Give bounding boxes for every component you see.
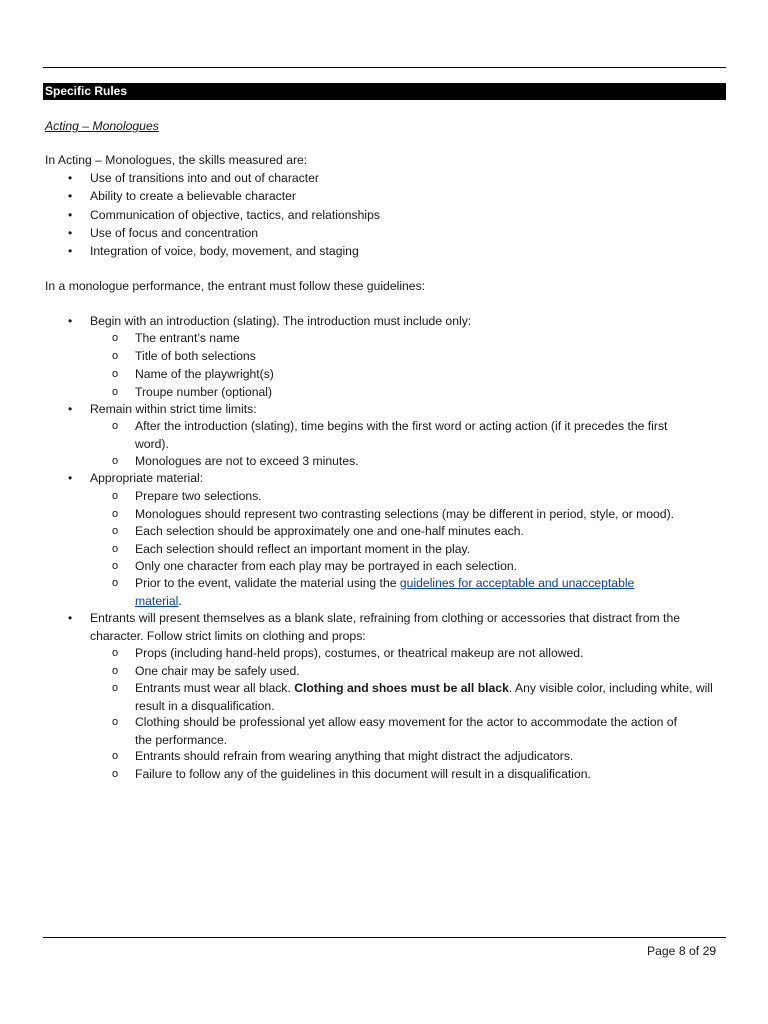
guideline-subitem: o Each selection should reflect an important moment in the play.	[135, 541, 725, 559]
guideline-item: • Entrants will present themselves as a blank slate, refraining from clothing or accessories that distract from the character. Follow strict limits on clothing and props:	[90, 610, 726, 645]
material-link[interactable]: material	[135, 593, 179, 608]
guideline-subitem: o The entrant’s name	[135, 330, 725, 348]
guideline-subitem: o Title of both selections	[135, 348, 725, 366]
guideline-subitem: o Entrants must wear all black. Clothing and shoes must be all black. Any visible color, including white, will result in a disqualification.	[135, 680, 725, 715]
skills-intro: In Acting – Monologues, the skills measured are:	[45, 153, 308, 167]
guideline-subitem: o Clothing should be professional yet allow easy movement for the actor to accommodate the action of the performance.	[135, 714, 725, 749]
skill-item: • Ability to create a believable character	[90, 188, 726, 206]
subsection-title: Acting – Monologues	[45, 119, 159, 133]
guideline-subitem: o After the introduction (slating), time begins with the first word or acting action (if it precedes the first word).	[135, 418, 725, 453]
header-rule	[43, 67, 726, 68]
guideline-subitem: o Props (including hand-held props), costumes, or theatrical makeup are not allowed.	[135, 645, 725, 663]
guideline-subitem: o Monologues are not to exceed 3 minutes.	[135, 453, 725, 471]
skill-item: • Use of focus and concentration	[90, 225, 726, 243]
guidelines-link[interactable]: guidelines for acceptable and unacceptable	[399, 576, 635, 590]
skill-item: • Use of transitions into and out of character	[90, 170, 726, 188]
section-heading-bar	[43, 83, 726, 100]
guideline-subitem: o Name of the playwright(s)	[135, 366, 725, 384]
guideline-subitem: o Prior to the event, validate the material using the guidelines for acceptable and unacceptable material.	[135, 575, 725, 610]
footer-rule	[43, 937, 726, 938]
guideline-item: • Appropriate material:	[90, 470, 726, 488]
section-heading: Specific Rules	[45, 84, 128, 98]
guideline-subitem: o One chair may be safely used.	[135, 663, 725, 681]
guideline-item: • Remain within strict time limits:	[90, 401, 726, 419]
skill-item: • Integration of voice, body, movement, and staging	[90, 243, 726, 261]
guideline-item: • Begin with an introduction (slating). The introduction must include only:	[90, 313, 726, 331]
guideline-subitem: o Only one character from each play may be portrayed in each selection.	[135, 558, 725, 576]
skill-item: • Communication of objective, tactics, and relationships	[90, 207, 726, 225]
guideline-subitem: o Entrants should refrain from wearing anything that might distract the adjudicators.	[135, 748, 725, 766]
guideline-subitem: o Prepare two selections.	[135, 488, 725, 506]
guideline-subitem: o Each selection should be approximately one and one-half minutes each.	[135, 523, 725, 541]
guideline-subitem: o Failure to follow any of the guidelines in this document will result in a disqualification.	[135, 766, 725, 784]
page-number: Page 8 of 29	[647, 944, 717, 958]
guidelines-intro: In a monologue performance, the entrant must follow these guidelines:	[45, 279, 426, 293]
guideline-subitem: o Monologues should represent two contrasting selections (may be different in period, style, or mood).	[135, 506, 725, 524]
guideline-subitem: o Troupe number (optional)	[135, 384, 725, 402]
